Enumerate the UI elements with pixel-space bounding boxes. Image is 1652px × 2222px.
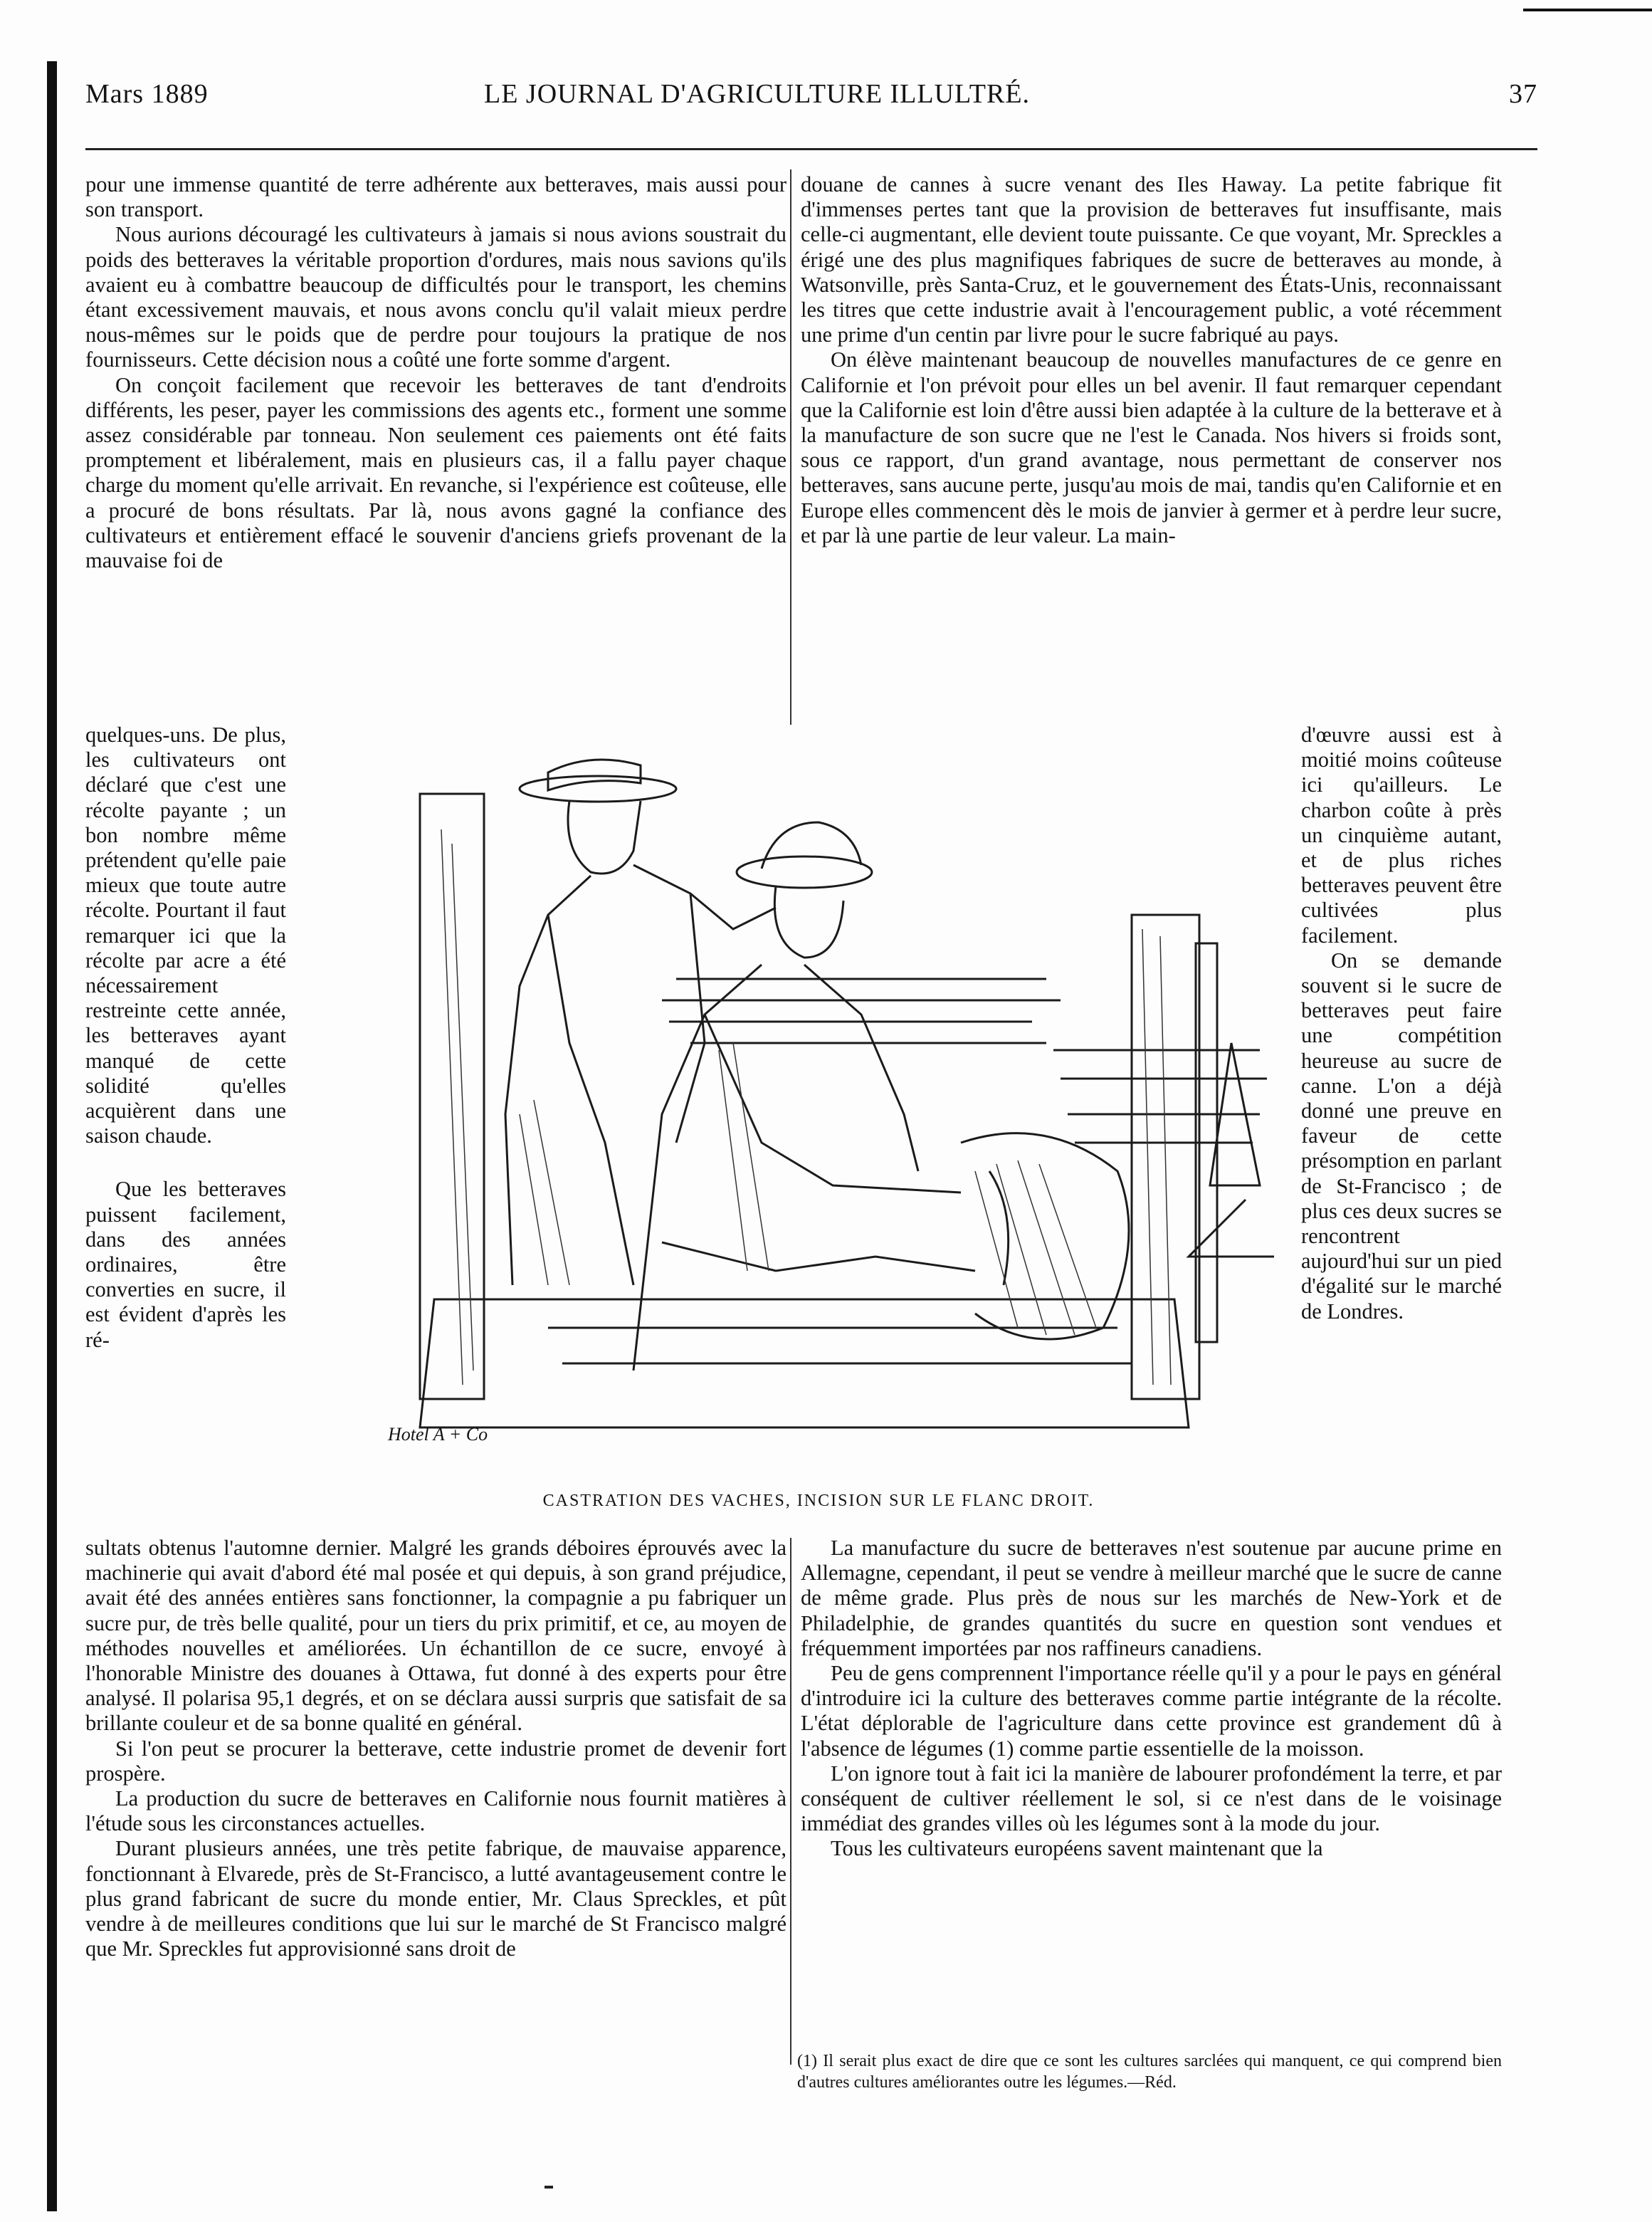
paragraph: Tous les cultivateurs européens savent maintenant que la (831, 1836, 1323, 1861)
illustration-drawing (335, 744, 1303, 1463)
paragraph: On conçoit facilement que recevoir les betteraves de tant d'endroits différents, les peser, payer les commissions des agents etc., forment une somme assez considérable par tonneau. Non seulement ces paiements ont été faits promptement et libéralement, mais en plusieurs cas, il a fallu payer chaque charge du moment qu'elle arrivait. En revanche, si l'expérience est coûteuse, elle a procuré de bons résultats. Par là, nous avons gagné la confiance des cultivateurs et entièrement effacé le souvenir d'anciens griefs provenant de la mauvaise foi de (85, 372, 786, 573)
page-mark (544, 2186, 553, 2189)
paragraph: pour une immense quantité de terre adhérente aux betteraves, mais aussi pour son transport. (85, 172, 786, 222)
engraver-signature: Hotel A + Co (388, 1424, 488, 1445)
paragraph: On se demande souvent si le sucre de betteraves peut faire une compétition heureuse au sucre de canne. L'on a déjà donné une preuve en faveur de cette présomption en parlant de St-Francisco ; de plus ces deux sucres se rencontrent aujourd'hui sur un pied d'égalité sur le marché de Londres. (1301, 948, 1502, 1324)
paragraph: Si l'on peut se procurer la betterave, cette industrie promet de devenir fort prospère. (85, 1736, 786, 1786)
page-spine-shadow (47, 61, 57, 2211)
paragraph: Que les betteraves puissent facilement, dans des années ordinaires, être converties en sucre, il est évident d'après les ré- (85, 1177, 286, 1352)
paragraph: La production du sucre de betteraves en Californie nous fournit matières à l'étude sous les circonstances actuelles. (85, 1786, 786, 1836)
paragraph: La manufacture du sucre de betteraves n'est soutenue par aucune prime en Allemagne, cependant, il peut se vendre à meilleur marché que le sucre de canne de même grade. Plus près de nous sur les marchés de New-York et de Philadelphie, de grandes quantités du sucre en question sont vendues et fréquemment importées par nos raffineurs canadiens. (801, 1536, 1502, 1660)
right-column-top (801, 172, 1502, 548)
column-divider (790, 169, 791, 725)
column-divider (790, 1538, 791, 2065)
header-rule (85, 148, 1537, 150)
engraving-illustration (335, 744, 1303, 1463)
header-date: Mars 1889 (85, 79, 209, 109)
right-column-bottom (801, 1536, 1502, 1862)
paragraph: sultats obtenus l'automne dernier. Malgré les grands déboires éprouvés avec la machinerie qui avait d'abord été mal posée et qui depuis, à son grand préjudice, avait été des années entières sans fonctionner, la compagnie a pu fabriquer un sucre pur, de très belle qualité, pour un tiers du prix primitif, et ce, au moyen de méthodes nouvelles et améliorées. Un échantillon de ce sucre, envoyé à l'honorable Ministre des douanes à Ottawa, fut donné à des experts pour être analysé. Il polarisa 95,1 degrés, et on se déclara aussi surpris que satisfait de sa brillante couleur et de sa bonne qualité en général. (85, 1536, 786, 1736)
paragraph: L'on ignore tout à fait ici la manière de labourer profondément la terre, et par conséquent de cultiver réellement le sol, si ce n'est dans de le voisinage immédiat des grandes villes où les légumes sont à la mode du jour. (801, 1761, 1502, 1836)
left-column-top (85, 172, 786, 573)
page-header (85, 78, 1537, 128)
left-column-bottom (85, 1536, 786, 1961)
paragraph: On élève maintenant beaucoup de nouvelles manufactures de ce genre en Californie et l'on prévoit pour elles un bel avenir. Il faut remarquer cependant que la Californie est loin d'être aussi bien adaptée à la culture de la betterave et à la manufacture de son sucre que ne l'est le Canada. Nos hivers si froids sont, sous ce rapport, d'un grand avantage, nous permettant de conserver nos betteraves, sans aucune perte, jusqu'au mois de mai, tandis qu'en Californie et en Europe elles commencent dès le mois de janvier à germer et à perdre leur sucre, et par là une partie de leur valeur. La main- (801, 347, 1502, 547)
figure-caption: CASTRATION DES VACHES, INCISION SUR LE FLANC DROIT. (542, 1492, 1095, 1510)
journal-title: LE JOURNAL D'AGRICULTURE ILLULTRÉ. (484, 79, 1031, 109)
top-edge-rule (1523, 9, 1652, 11)
footnote: (1) Il serait plus exact de dire que ce sont les cultures sarclées qui manquent, ce qui comprend bien d'autres cultures améliorantes outre les légumes.—Réd. (797, 2052, 1502, 2092)
paragraph: Durant plusieurs années, une très petite fabrique, de mauvaise apparence, fonctionnant à Elvarede, près de St-Francisco, a lutté avantageusement contre le plus grand fabricant de sucre du monde entier, Mr. Claus Spreckles, et pût vendre à de meilleures conditions que lui sur le marché de St Francisco malgré que Mr. Spreckles fut approvisionné sans droit de (85, 1836, 786, 1961)
paragraph: douane de cannes à sucre venant des Iles Haway. La petite fabrique fit d'immenses pertes tant que la provision de betteraves fut insuffisante, mais celle-ci augmentant, elle devient toute puissante. Ce que voyant, Mr. Spreckles a érigé une des plus magnifiques fabriques de sucre de betteraves au monde, à Watsonville, près Santa-Cruz, et le gouvernement des États-Unis, reconnaissant les titres que cette industrie avait à l'encouragement public, a voté récemment une prime d'un centin par livre pour le sucre fabriqué au pays. (801, 172, 1502, 347)
paragraph: quelques-uns. De plus, les cultivateurs ont déclaré que c'est une récolte payante ; un bon nombre même prétendent qu'elle paie mieux que toute autre récolte. Pourtant il faut remarquer ici que la récolte par acre a été nécessairement restreinte cette année, les betteraves ayant manqué de cette solidité qu'elles acquièrent dans une saison chaude. (85, 723, 286, 1148)
paragraph: Peu de gens comprennent l'importance réelle qu'il y a pour le pays en général d'introduire ici la culture des betteraves comme partie intégrante de la récolte. L'état déplorable de l'agriculture dans cette province est grandement dû à l'absence de légumes (1) comme partie essentielle de la moisson. (801, 1661, 1502, 1761)
paragraph: Nous aurions découragé les cultivateurs à jamais si nous avions soustrait du poids des betteraves la véritable proportion d'ordures, mais nous savions qu'ils avaient eu à combattre beaucoup de difficultés pour le transport, les chemins étant excessivement mauvais, et nous avons conclu qu'il valait mieux perdre nous-mêmes sur le poids que de perdre pour toujours la pratique de nos fournisseurs. Cette décision nous a coûté une forte somme d'argent. (85, 222, 786, 372)
page-number: 37 (1509, 79, 1537, 109)
paragraph: d'œuvre aussi est à moitié moins coûteuse ici qu'ailleurs. Le charbon coûte à près un cinquième autant, et de plus riches betteraves peuvent être cultivées plus facilement. (1301, 723, 1502, 948)
right-narrow-column (1301, 723, 1502, 1324)
left-narrow-column (85, 723, 286, 1353)
